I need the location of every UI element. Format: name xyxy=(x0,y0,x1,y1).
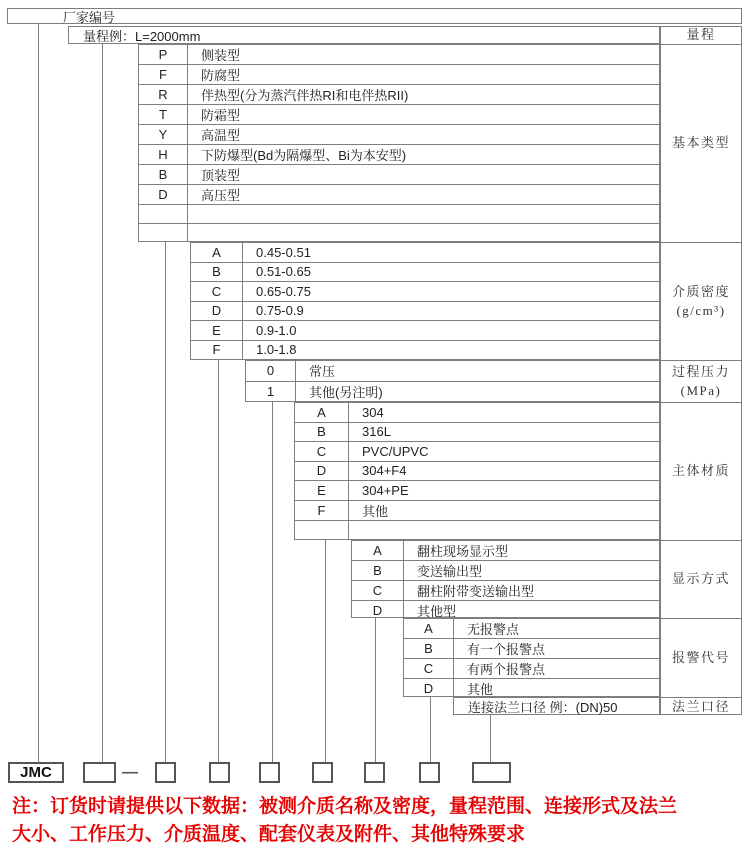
code-box-basic-type xyxy=(155,762,176,783)
table-row xyxy=(139,45,659,65)
desc-cell: 其他型 xyxy=(417,604,457,619)
code-cell: D xyxy=(404,679,454,698)
code-cell: F xyxy=(295,501,349,520)
code-cell: B xyxy=(295,423,349,442)
code-cell: R xyxy=(139,85,188,104)
table-row xyxy=(139,125,659,145)
desc-cell: 304+PE xyxy=(362,482,409,498)
table-row xyxy=(191,263,659,283)
code-cell: E xyxy=(295,481,349,500)
table-row xyxy=(246,382,659,402)
model-code-dash: — xyxy=(122,763,138,781)
code-cell: B xyxy=(139,165,188,184)
model-prefix-box xyxy=(8,762,64,783)
connector-line xyxy=(375,618,376,762)
table-row xyxy=(404,619,659,639)
display-mode-table xyxy=(351,540,660,618)
code-cell xyxy=(295,521,349,540)
desc-cell: 防霜型 xyxy=(201,108,241,123)
manufacturer-number-label: 厂家编号 xyxy=(63,9,116,25)
table-row xyxy=(191,282,659,302)
code-cell: C xyxy=(295,442,349,461)
table-row-empty xyxy=(295,521,659,540)
connector-line xyxy=(430,697,431,762)
connector-line xyxy=(272,402,273,762)
desc-cell: 0.65-0.75 xyxy=(256,283,311,299)
code-box-range xyxy=(83,762,116,783)
material-table xyxy=(294,402,660,540)
desc-cell: 伴热型(分为蒸汽伴热RI和电伴热RII) xyxy=(201,88,409,103)
flange-size-text: 连接法兰口径 例：(DN)50 xyxy=(468,699,618,715)
code-cell: B xyxy=(191,263,243,282)
code-cell: B xyxy=(404,639,454,658)
table-row xyxy=(295,442,659,462)
pressure-table xyxy=(245,360,660,402)
code-cell: F xyxy=(191,341,243,360)
desc-cell: 防腐型 xyxy=(201,68,241,83)
table-row xyxy=(404,679,659,698)
category-label-column xyxy=(660,26,742,715)
code-box-material xyxy=(312,762,333,783)
table-row xyxy=(139,65,659,85)
desc-cell: 0.45-0.51 xyxy=(256,244,311,260)
desc-cell: 高压型 xyxy=(201,188,241,203)
flange-size-box xyxy=(453,697,660,715)
desc-cell: 有两个报警点 xyxy=(467,662,546,677)
table-row xyxy=(352,541,659,561)
connector-line xyxy=(38,24,39,762)
code-cell: F xyxy=(139,65,188,84)
code-box-density xyxy=(209,762,230,783)
code-box-alarm xyxy=(419,762,440,783)
order-note xyxy=(12,793,677,845)
code-cell: A xyxy=(404,619,454,638)
desc-cell: 翻柱现场显示型 xyxy=(417,544,509,559)
table-row xyxy=(352,581,659,601)
section-label-display: 显示方式 xyxy=(661,541,741,619)
table-row xyxy=(295,462,659,482)
code-cell: T xyxy=(139,105,188,124)
code-cell: C xyxy=(352,581,404,600)
table-row xyxy=(295,403,659,423)
desc-cell: 高温型 xyxy=(201,128,241,143)
desc-cell: 有一个报警点 xyxy=(467,642,546,657)
table-row xyxy=(191,243,659,263)
desc-cell xyxy=(188,205,659,223)
code-box-flange xyxy=(472,762,511,783)
section-label-material: 主体材质 xyxy=(661,403,741,541)
table-row xyxy=(139,145,659,165)
table-row xyxy=(246,361,659,382)
desc-cell: 常压 xyxy=(309,364,336,380)
table-row xyxy=(191,341,659,360)
code-cell: C xyxy=(191,282,243,301)
table-row xyxy=(295,423,659,443)
model-prefix-label: JMC xyxy=(20,764,52,781)
table-row xyxy=(191,302,659,322)
code-cell xyxy=(139,205,188,223)
table-row xyxy=(139,85,659,105)
code-cell: H xyxy=(139,145,188,164)
connector-line xyxy=(325,540,326,762)
section-label-flange: 法兰口径 xyxy=(671,698,730,714)
desc-cell: 无报警点 xyxy=(467,622,520,637)
alarm-code-table xyxy=(403,618,660,697)
table-row xyxy=(404,639,659,659)
code-cell: E xyxy=(191,321,243,340)
order-note-line2: 大小、工作压力、介质温度、配套仪表及附件、其他特殊要求 xyxy=(12,824,526,845)
code-cell: P xyxy=(139,45,188,64)
desc-cell: 0.75-0.9 xyxy=(256,303,304,319)
desc-cell: 0.51-0.65 xyxy=(256,264,311,280)
code-cell: A xyxy=(191,243,243,262)
section-label-pressure: 过程压力 (MPa) xyxy=(661,361,741,403)
code-cell: B xyxy=(352,561,404,580)
connector-line xyxy=(218,360,219,762)
section-label-density: 介质密度 (g/cm³) xyxy=(661,243,741,361)
connector-line xyxy=(490,715,491,762)
desc-cell: 316L xyxy=(362,424,391,440)
section-label-alarm: 报警代号 xyxy=(661,619,741,698)
desc-cell: 翻柱附带变送输出型 xyxy=(417,584,535,599)
manufacturer-number-box xyxy=(7,8,742,24)
code-cell: D xyxy=(191,302,243,321)
table-row xyxy=(191,321,659,341)
code-box-pressure xyxy=(259,762,280,783)
code-cell: 1 xyxy=(246,382,296,402)
code-cell xyxy=(139,224,188,242)
desc-cell: 侧装型 xyxy=(201,48,241,63)
desc-cell: 0.9-1.0 xyxy=(256,322,297,338)
density-table xyxy=(190,242,660,360)
code-cell: D xyxy=(352,601,404,620)
desc-cell: 变送输出型 xyxy=(417,564,483,579)
section-label-basic-type: 基本类型 xyxy=(661,45,741,243)
table-row-empty xyxy=(139,224,659,242)
code-box-display xyxy=(364,762,385,783)
desc-cell: 顶装型 xyxy=(201,168,241,183)
table-row xyxy=(139,185,659,205)
range-example-text: 量程例：L=2000mm xyxy=(83,28,201,44)
desc-cell: 304 xyxy=(362,404,384,420)
desc-cell: 其他 xyxy=(467,682,494,697)
table-row xyxy=(295,501,659,521)
connector-line xyxy=(102,44,103,762)
basic-type-table xyxy=(138,44,660,242)
table-row xyxy=(352,561,659,581)
desc-cell: 304+F4 xyxy=(362,463,407,479)
desc-cell xyxy=(349,521,659,540)
desc-cell: PVC/UPVC xyxy=(362,443,429,459)
section-label-range: 量程 xyxy=(661,27,741,45)
connector-line xyxy=(165,242,166,762)
code-cell: A xyxy=(352,541,404,560)
table-row xyxy=(139,165,659,185)
table-row xyxy=(404,659,659,679)
table-row xyxy=(139,105,659,125)
desc-cell: 其他(另注明) xyxy=(309,384,383,400)
table-row xyxy=(295,481,659,501)
code-cell: 0 xyxy=(246,361,296,381)
code-cell: Y xyxy=(139,125,188,144)
desc-cell: 1.0-1.8 xyxy=(256,342,297,358)
code-cell: D xyxy=(295,462,349,481)
code-cell: C xyxy=(404,659,454,678)
desc-cell: 其他 xyxy=(362,503,389,519)
range-example-box xyxy=(68,26,660,44)
desc-cell xyxy=(188,224,659,242)
table-row-empty xyxy=(139,205,659,224)
code-cell: D xyxy=(139,185,188,204)
order-note-line1: 注：订货时请提供以下数据：被测介质名称及密度，量程范围、连接形式及法兰 xyxy=(12,796,678,817)
code-cell: A xyxy=(295,403,349,422)
desc-cell: 下防爆型(Bd为隔爆型、Bi为本安型) xyxy=(201,148,407,163)
